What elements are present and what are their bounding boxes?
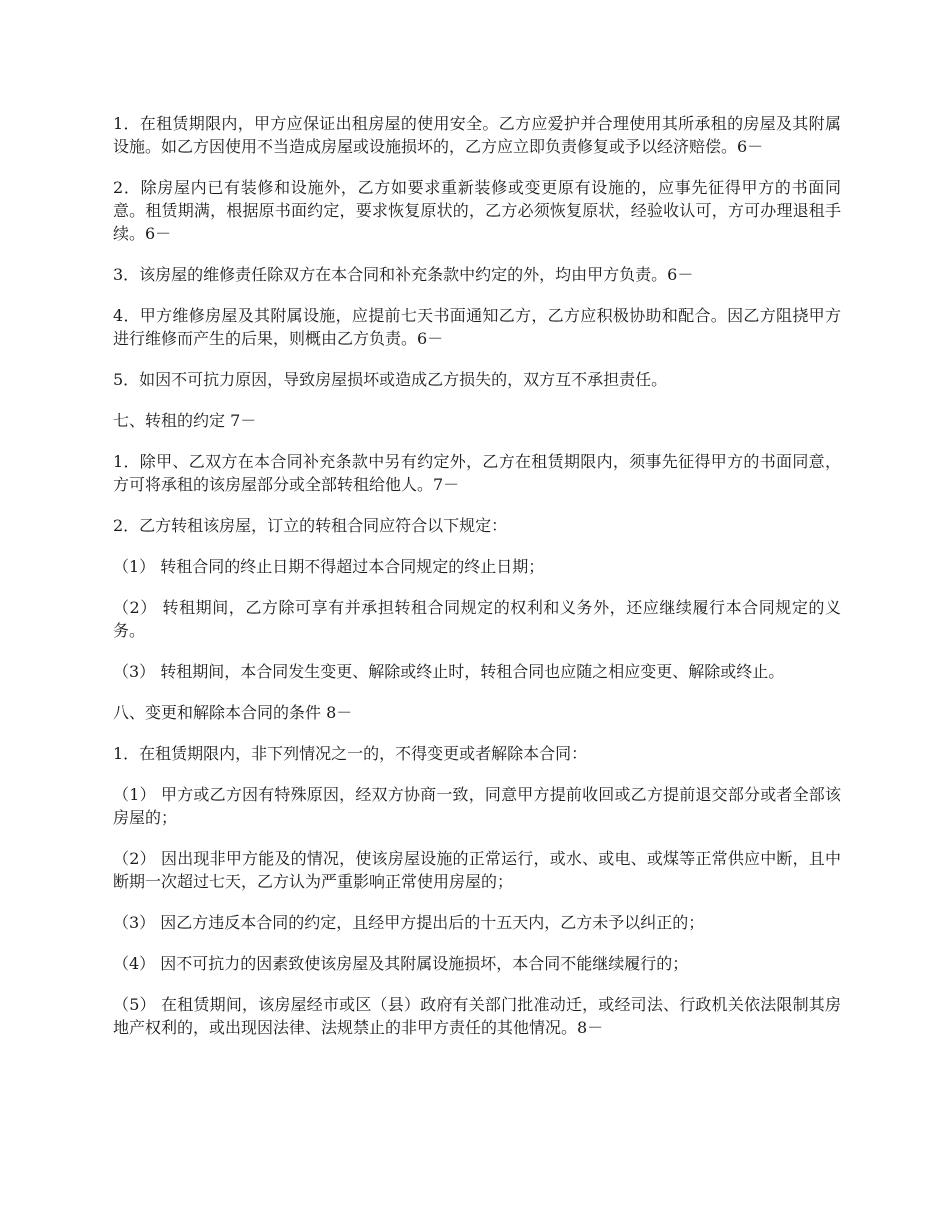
clause-6-3: 3．该房屋的维修责任除双方在本合同和补充条款中约定的外，均由甲方负责。6－	[113, 265, 694, 284]
clause-8-1: 1．在租赁期限内，非下列情况之一的，不得变更或者解除本合同：	[113, 744, 588, 763]
clause-6-4: 4．甲方维修房屋及其附属设施，应提前七天书面通知乙方，乙方应积极协助和配合。因乙方阻挠甲方进行维修而产生的后果，则概由乙方负责。6－	[113, 306, 841, 348]
clause-7-2: 2．乙方转租该房屋，订立的转租合同应符合以下规定：	[113, 516, 508, 535]
clause-6-2: 2．除房屋内已有装修和设施外，乙方如要求重新装修或变更原有设施的，应事先征得甲方的书面同意。租赁期满，根据原书面约定，要求恢复原状的，乙方必须恢复原状，经验收认可，方可办理退租手续。6－	[113, 178, 841, 243]
clause-7-2-item-3: （3） 转租期间，本合同发生变更、解除或终止时，转租合同也应随之相应变更、解除或终止。	[113, 662, 785, 681]
document-body	[113, 112, 841, 1057]
clause-6-1: 1．在租赁期限内，甲方应保证出租房屋的使用安全。乙方应爱护并合理使用其所承租的房屋及其附属设施。如乙方因使用不当造成房屋或设施损坏的，乙方应立即负责修复或予以经济赔偿。6－	[113, 114, 841, 156]
clause-8-1-item-5: （5） 在租赁期间，该房屋经市或区（县）政府有关部门批准动迁，或经司法、行政机关依法限制其房地产权利的，或出现因法律、法规禁止的非甲方责任的其他情况。8－	[113, 995, 841, 1037]
clause-7-2-item-1: （1） 转租合同的终止日期不得超过本合同规定的终止日期；	[113, 557, 545, 576]
clause-7-1: 1．除甲、乙双方在本合同补充条款中另有约定外，乙方在租赁期限内，须事先征得甲方的书面同意，方可将承租的该房屋部分或全部转租给他人。7－	[113, 452, 841, 494]
clause-6-5: 5．如因不可抗力原因，导致房屋损坏或造成乙方损失的，双方互不承担责任。	[113, 370, 668, 389]
section-heading-7: 七、转租的约定 7－	[113, 411, 257, 430]
clause-8-1-item-3: （3） 因乙方违反本合同的约定，且经甲方提出后的十五天内，乙方未予以纠正的；	[113, 913, 705, 932]
clause-8-1-item-4: （4） 因不可抗力的因素致使该房屋及其附属设施损坏，本合同不能继续履行的；	[113, 954, 689, 973]
clause-8-1-item-2: （2） 因出现非甲方能及的情况，使该房屋设施的正常运行，或水、或电、或煤等正常供应中断，且中断期一次超过七天，乙方认为严重影响正常使用房屋的；	[113, 849, 841, 891]
clause-7-2-item-2: （2） 转租期间，乙方除可享有并承担转租合同规定的权利和义务外，还应继续履行本合同规定的义务。	[113, 598, 841, 640]
clause-8-1-item-1: （1） 甲方或乙方因有特殊原因，经双方协商一致，同意甲方提前收回或乙方提前退交部分或者全部该房屋的；	[113, 785, 841, 827]
section-heading-8: 八、变更和解除本合同的条件 8－	[113, 703, 353, 722]
